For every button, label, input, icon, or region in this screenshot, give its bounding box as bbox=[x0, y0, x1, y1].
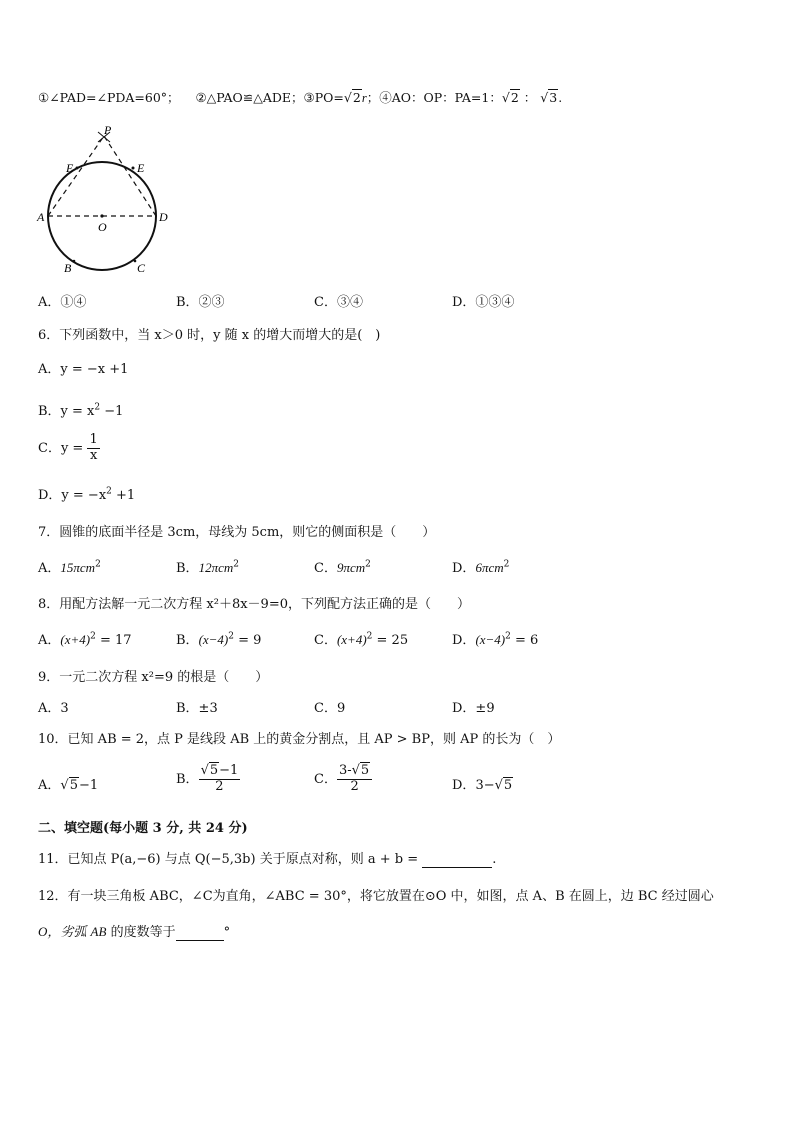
exponent: 2 bbox=[95, 559, 101, 570]
exponent: 2 bbox=[228, 631, 234, 642]
option-value: 15πcm bbox=[60, 560, 96, 575]
option-rhs: = 25 bbox=[372, 633, 409, 648]
sqrt-sign: √ bbox=[343, 90, 352, 105]
radicand: 2 bbox=[352, 90, 361, 105]
option-tail: −1 bbox=[78, 778, 99, 793]
q6-option-a: A．y = −x +1 bbox=[38, 362, 129, 377]
arc-label: AB bbox=[90, 924, 107, 939]
ratio-sep: ： bbox=[523, 90, 537, 105]
option-rhs: = 9 bbox=[234, 633, 262, 648]
exponent: 2 bbox=[503, 559, 510, 570]
q10-option-b bbox=[176, 764, 240, 795]
q10-stem: 10．已知 AB = 2，点 P 是线段 AB 上的黄金分割点，且 AP > BP，则 AP 的长为（ ） bbox=[38, 732, 561, 747]
q7-option-d bbox=[452, 557, 509, 576]
degree-sign: ° bbox=[223, 925, 231, 940]
numerator bbox=[337, 764, 372, 780]
option-rhs: = 17 bbox=[95, 633, 132, 648]
q6-c-text: C．y = bbox=[38, 440, 84, 456]
q6-d-tail: +1 bbox=[111, 488, 136, 503]
q8-stem: 8．用配方法解一元二次方程 x²＋8x－9=0，下列配方法正确的是（ ） bbox=[38, 597, 470, 612]
var-r: r bbox=[361, 91, 367, 105]
fraction bbox=[87, 433, 99, 464]
option-label: A． bbox=[38, 561, 61, 576]
label-c: C bbox=[137, 261, 146, 275]
statement-2: ②△PAO≌△ADE；③PO= bbox=[195, 90, 344, 105]
q6-option-c bbox=[38, 433, 100, 464]
exponent: 2 bbox=[94, 402, 101, 413]
option-label: D． bbox=[452, 633, 476, 648]
q9-option-b: B．±3 bbox=[176, 701, 218, 716]
statements-line bbox=[38, 88, 562, 106]
exponent: 2 bbox=[505, 631, 511, 642]
radicand: 5 bbox=[209, 763, 219, 778]
point-e2 bbox=[132, 167, 135, 170]
statement-1: ①∠PAD=∠PDA=60°； bbox=[38, 90, 180, 105]
option-label: B． bbox=[176, 633, 199, 648]
option-value: 9πcm bbox=[336, 560, 366, 575]
exponent: 2 bbox=[233, 559, 239, 570]
radicand: 5 bbox=[69, 778, 78, 793]
q5-option-d: D．①③④ bbox=[452, 295, 515, 310]
q7-option-a bbox=[38, 557, 101, 576]
option-expr: (x−4) bbox=[198, 632, 229, 647]
option-label: C． bbox=[314, 561, 337, 576]
option-label: D． bbox=[452, 778, 476, 793]
point-c bbox=[134, 260, 137, 263]
denominator: 2 bbox=[350, 778, 359, 794]
option-label: C． bbox=[314, 771, 337, 787]
radicand: 2 bbox=[510, 90, 519, 105]
q6-option-d bbox=[38, 484, 135, 503]
q5-option-b: B．②③ bbox=[176, 295, 225, 310]
q9-stem: 9．一元二次方程 x²=9 的根是（ ） bbox=[38, 670, 269, 685]
radicand: 5 bbox=[503, 778, 513, 793]
numerator-tail: −1 bbox=[219, 763, 239, 778]
statement-3: ；④AO：OP：PA=1： bbox=[366, 90, 502, 105]
exponent: 2 bbox=[365, 559, 371, 570]
q7-stem: 7．圆锥的底面半径是 3cm，母线为 5cm，则它的侧面积是（ ） bbox=[38, 525, 436, 540]
q12-text: O，劣弧 bbox=[38, 924, 87, 939]
option-value: 12πcm bbox=[198, 560, 234, 575]
denominator: x bbox=[89, 447, 98, 463]
q8-option-a bbox=[38, 629, 132, 648]
section-heading: 二、填空题(每小题 3 分, 共 24 分) bbox=[38, 821, 248, 836]
q6-option-b bbox=[38, 400, 123, 419]
q12-line-1: 12．有一块三角板 ABC，∠C为直角，∠ABC = 30°，将它放置在⊙O 中，如图，点 A、B 在圆上，边 BC 经过圆心 bbox=[38, 889, 714, 904]
option-label: D． bbox=[452, 561, 476, 576]
numerator-head: 3- bbox=[338, 763, 352, 778]
q6-b-tail: −1 bbox=[100, 404, 124, 419]
exponent: 2 bbox=[90, 631, 96, 642]
q7-option-c bbox=[314, 557, 371, 576]
option-label: A． bbox=[38, 633, 61, 648]
option-label: B． bbox=[176, 771, 199, 787]
q9-option-c: C．9 bbox=[314, 701, 346, 716]
q10-option-d bbox=[452, 774, 513, 793]
answer-blank[interactable] bbox=[422, 852, 492, 868]
line-pa bbox=[48, 136, 104, 216]
q7-option-b bbox=[176, 557, 239, 576]
point-e1 bbox=[76, 167, 79, 170]
option-expr: (x−4) bbox=[475, 632, 506, 647]
denominator: 2 bbox=[215, 778, 224, 794]
answer-blank[interactable] bbox=[176, 925, 224, 941]
q10-option-a bbox=[38, 774, 98, 793]
q9-option-d: D．±9 bbox=[452, 701, 495, 716]
numerator: 1 bbox=[89, 432, 98, 447]
label-b: B bbox=[64, 261, 72, 275]
point-b bbox=[73, 260, 76, 263]
q9-option-a: A．3 bbox=[38, 701, 69, 716]
q11-period: . bbox=[492, 852, 497, 867]
q8-option-c bbox=[314, 629, 408, 648]
option-rhs: = 6 bbox=[510, 633, 539, 648]
label-o: O bbox=[98, 220, 107, 234]
label-e1: E bbox=[66, 161, 74, 175]
sqrt-sign: √ bbox=[351, 763, 360, 778]
radicand: 3 bbox=[549, 90, 558, 105]
circle-figure bbox=[34, 124, 184, 284]
sqrt-sign: √ bbox=[60, 778, 69, 793]
option-value: 6πcm bbox=[475, 560, 504, 575]
q10-option-c bbox=[314, 764, 372, 795]
sqrt-sign: √ bbox=[540, 90, 549, 105]
label-a: A bbox=[37, 210, 45, 224]
q12-text-mid: 的度数等于 bbox=[110, 925, 176, 940]
radicand: 5 bbox=[360, 763, 370, 778]
q11-text: 11．已知点 P(a,−6) 与点 Q(−5,3b) 关于原点对称，则 a + b = bbox=[38, 852, 419, 867]
option-expr: (x+4) bbox=[60, 632, 91, 647]
option-label: B． bbox=[176, 561, 199, 576]
label-e2: E bbox=[137, 161, 145, 175]
exponent: 2 bbox=[106, 486, 112, 497]
q6-d-text: D．y = −x bbox=[38, 488, 107, 503]
label-d: D bbox=[159, 210, 168, 224]
option-label: A． bbox=[38, 778, 61, 793]
line-pd bbox=[104, 136, 156, 216]
fraction bbox=[337, 764, 372, 795]
label-p: P bbox=[104, 124, 112, 137]
q5-option-c: C．③④ bbox=[314, 295, 363, 310]
numerator bbox=[199, 764, 241, 780]
option-expr: (x+4) bbox=[336, 632, 367, 647]
sqrt-sign: √ bbox=[200, 763, 209, 778]
sqrt-sign: √ bbox=[494, 778, 503, 793]
fraction bbox=[199, 764, 241, 795]
exponent: 2 bbox=[366, 631, 373, 642]
q8-option-d bbox=[452, 629, 538, 648]
sqrt-sign: √ bbox=[501, 90, 510, 105]
option-head: 3− bbox=[475, 778, 495, 793]
option-label: C． bbox=[314, 633, 337, 648]
q6-stem: 6．下列函数中，当 x＞0 时，y 随 x 的增大而增大的是( ) bbox=[38, 328, 381, 343]
q11-line bbox=[38, 848, 496, 868]
q5-option-a: A．①④ bbox=[38, 295, 87, 310]
q6-b-text: B．y = x bbox=[38, 404, 95, 419]
q8-option-b bbox=[176, 629, 261, 648]
point-o bbox=[100, 214, 103, 217]
period: . bbox=[558, 90, 563, 105]
q12-line-2 bbox=[38, 921, 230, 941]
